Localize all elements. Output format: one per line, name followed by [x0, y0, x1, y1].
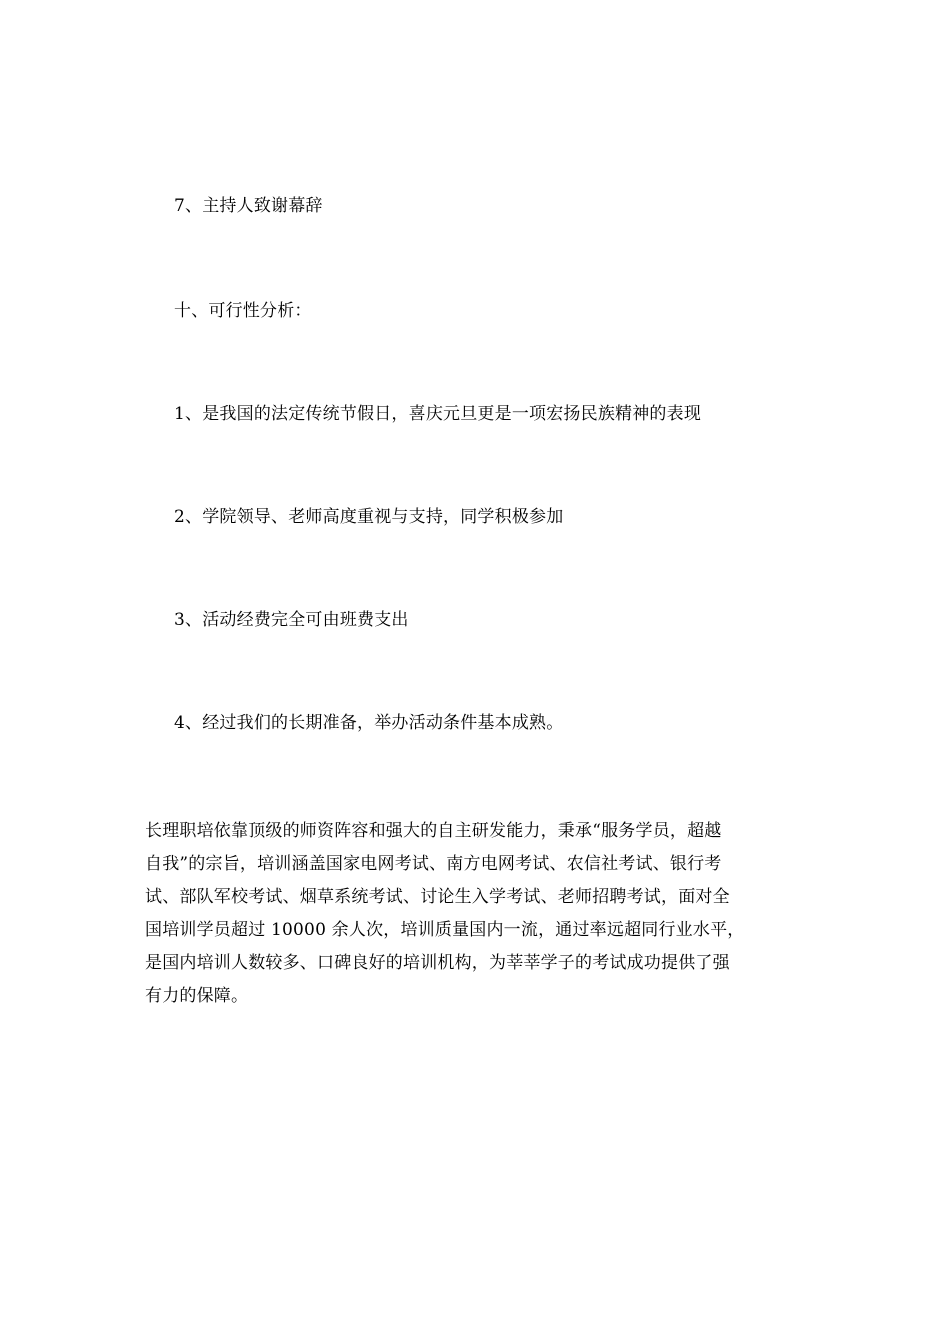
feasibility-item-4: 4、经过我们的长期准备，举办活动条件基本成熟。 [174, 713, 564, 733]
promo-line: 试、部队军校考试、烟草系统考试、讨论生入学考试、老师招聘考试，面对全 [145, 887, 730, 907]
section-heading-feasibility: 十、可行性分析： [174, 301, 312, 321]
program-item-closing-remarks: 7、主持人致谢幕辞 [174, 196, 323, 216]
promo-line: 是国内培训人数较多、口碑良好的培训机构，为莘莘学子的考试成功提供了强 [145, 953, 730, 973]
feasibility-item-3: 3、活动经费完全可由班费支出 [174, 610, 409, 630]
promo-line: 国培训学员超过 10000 余人次，培训质量国内一流，通过率远超同行业水平， [145, 920, 745, 940]
feasibility-item-1: 1、是我国的法定传统节假日，喜庆元旦更是一项宏扬民族精神的表现 [174, 404, 702, 424]
promo-paragraph [145, 815, 810, 1013]
promo-line: 自我”的宗旨，培训涵盖国家电网考试、南方电网考试、农信社考试、银行考 [145, 854, 722, 874]
feasibility-item-2: 2、学院领导、老师高度重视与支持，同学积极参加 [174, 507, 564, 527]
promo-line: 有力的保障。 [145, 986, 249, 1006]
promo-line: 长理职培依靠顶级的师资阵容和强大的自主研发能力，秉承“服务学员，超越 [145, 821, 722, 841]
